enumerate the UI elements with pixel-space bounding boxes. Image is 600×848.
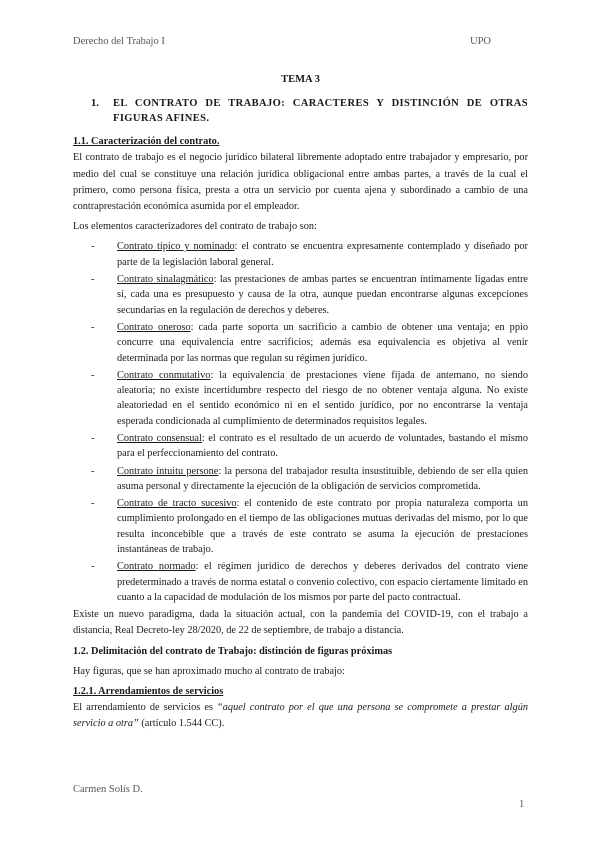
header-course: Derecho del Trabajo I xyxy=(73,36,165,47)
subsection-heading-1-1: 1.1. Caracterización del contrato. xyxy=(73,136,220,148)
footer-author: Carmen Solís D. xyxy=(73,784,143,795)
list-item-text: : el contrato se encuentra expresamente contemplado y diseñado por parte de la legislación laboral general. xyxy=(117,241,528,268)
list-item: - Contrato sinalagmático: las prestaciones de ambas partes se encuentran íntimamente ligadas entre sí, cada una es presupuesto y causa de la otra, aunque puedan encontrarse algunas excepciones secundarias en la regulación de derechos y deberes. xyxy=(91,274,529,316)
list-item-term: Contrato de tracto sucesivo xyxy=(117,498,237,510)
list-item: - Contrato oneroso: cada parte soporta un sacrificio a cambio de obtener una ventaja; en ppio concurre una equivalencia entre sacrificios; además esa equivalencia es objetiva al venir determinada por las normas que regulan su régimen jurídico. xyxy=(91,321,528,364)
list-item: - Contrato conmutativo: la equivalencia de prestaciones viene fijada de antemano, no siendo aleatoria; no existe incertidumbre respecto del riesgo de no obtener ventaja alguna. No existe aleatoriedad en el sentido económico ni en el sentido jurídico, por no encontrarse la ventaja esperada condicionada al cumplimiento de determinados requisitos legales. xyxy=(91,369,528,427)
list-item-term: Contrato oneroso xyxy=(117,321,191,333)
arrendamiento-paragraph xyxy=(73,700,528,732)
list-item-term: Contrato normado xyxy=(117,561,196,573)
arrendamiento-lead: El arrendamiento de servicios es xyxy=(73,702,218,714)
header-university: UPO xyxy=(470,36,492,47)
list-item: - Contrato consensual: el contrato es el resultado de un acuerdo de voluntades, bastando el mismo para el perfeccionamiento del contrato. xyxy=(91,432,528,460)
arrendamiento-quote: “aquel contrato por el que una persona se compromete a prestar algún servicio a otra” xyxy=(73,702,528,730)
list-item-term: Contrato conmutativo xyxy=(117,369,211,381)
list-item-text: : la equivalencia de prestaciones viene fijada de antemano, no siendo aleatoria; no existe incertidumbre respecto del riesgo de no obtener ventaja alguna. No existe aleatoriedad en el sentido económico ni en el sentido jurídico, por no encontrarse la ventaja esperada condicionada al cumplimiento de determinados requisitos legales. xyxy=(117,369,528,427)
elements-intro: Los elementos caracterizadores del contrato de trabajo son: xyxy=(73,221,317,233)
subsection-heading-1-2-1: 1.2.1. Arrendamientos de servicios xyxy=(73,686,224,698)
list-item-text: : el contrato es el resultado de un acuerdo de voluntades, bastando el mismo para el perfeccionamiento del contrato. xyxy=(117,432,528,460)
list-item-term: Contrato típico y nominado xyxy=(117,241,235,253)
document-title: TEMA 3 xyxy=(281,74,320,85)
list-item: - Contrato de tracto sucesivo: el contenido de este contrato por propia naturaleza comporta un cumplimiento prolongado en el tiempo de las obligaciones mutuas derivadas del mismo, por lo que resulta inconcebible que a través de este contrato se asuma la ejecución de prestaciones instantáneas de trabajo. xyxy=(91,498,528,556)
list-item-text: : el contenido de este contrato por propia naturaleza comporta un cumplimiento prolongado en el tiempo de las obligaciones mutuas derivadas del mismo, por lo que resulta inconcebible que a través de este contrato se asuma la ejecución de prestaciones instantáneas de trabajo. xyxy=(117,498,528,556)
section-heading xyxy=(73,96,528,126)
covid-paragraph: Existe un nuevo paradigma, dada la situación actual, con la pandemia del COVID-19, con el trabajo a distancia, Real Decreto-ley 28/2020, de 22 de septiembre, de trabajo a distancia. xyxy=(73,609,528,637)
definition-paragraph: El contrato de trabajo es el negocio jurídico bilateral libremente adoptado entre trabajador y empresario, por medio del cual se constituye una relación jurídica obligacional entre ambas partes, a través de la cual el primero, como persona física, presta a otra un servicio por cuenta ajena y subordinado a cambio de una contraprestación económica asumida por el empleador. xyxy=(73,152,528,213)
arrendamiento-tail: (artículo 1.544 CC). xyxy=(138,718,225,730)
list-item-term: Contrato consensual xyxy=(117,432,202,444)
document-body xyxy=(73,72,528,737)
list-item-term: Contrato sinalagmático xyxy=(117,274,214,286)
list-item-text: : la persona del trabajador resulta insustituible, debiendo de ser ella quien asuma personal y directamente la ejecución de la obligación de servicios comprometida. xyxy=(117,465,528,492)
characteristics-list xyxy=(73,239,528,605)
list-item: - Contrato normado: el régimen jurídico de derechos y deberes derivados del contrato viene predeterminado a través de norma estatal o convenio colectivo, con espacio ciertamente limitado en cuanto a la capacidad de modulación de los mismos por parte del pacto contractual. xyxy=(91,561,529,603)
page-number: 1 xyxy=(519,799,525,810)
subsection-heading-1-2: 1.2. Delimitación del contrato de Trabajo: distinción de figuras próximas xyxy=(73,645,393,657)
list-item-text: : el régimen jurídico de derechos y deberes derivados del contrato viene predeterminado a través de norma estatal o convenio colectivo, con espacio ciertamente limitado en cuanto a la capacidad de modulación de los mismos por parte del pacto contractual. xyxy=(117,561,529,603)
section-title: EL CONTRATO DE TRABAJO: CARACTERES Y DISTINCIÓN DE OTRAS FIGURAS AFINES. xyxy=(113,98,528,125)
list-item-term: Contrato intuitu persone xyxy=(117,465,219,477)
list-item-text: : cada parte soporta un sacrificio a cambio de obtener una ventaja; en ppio concurre una equivalencia entre sacrificios; además esa equivalencia es objetiva al venir determinada por las normas que regulan su régimen jurídico. xyxy=(117,321,528,364)
list-item: - Contrato intuitu persone: la persona del trabajador resulta insustituible, debiendo de ser ella quien asuma personal y directamente la ejecución de la obligación de servicios comprometida. xyxy=(91,465,528,492)
list-item: - Contrato típico y nominado: el contrato se encuentra expresamente contemplado y diseñado por parte de la legislación laboral general. xyxy=(91,241,528,268)
section-number: 1. xyxy=(91,98,99,110)
figures-intro: Hay figuras, que se han aproximado mucho al contrato de trabajo: xyxy=(73,665,345,677)
list-item-text: : las prestaciones de ambas partes se encuentran íntimamente ligadas entre sí, cada una es presupuesto y causa de la otra, aunque puedan encontrarse algunas excepciones secundarias en la regulación de derechos y deberes. xyxy=(117,274,529,316)
